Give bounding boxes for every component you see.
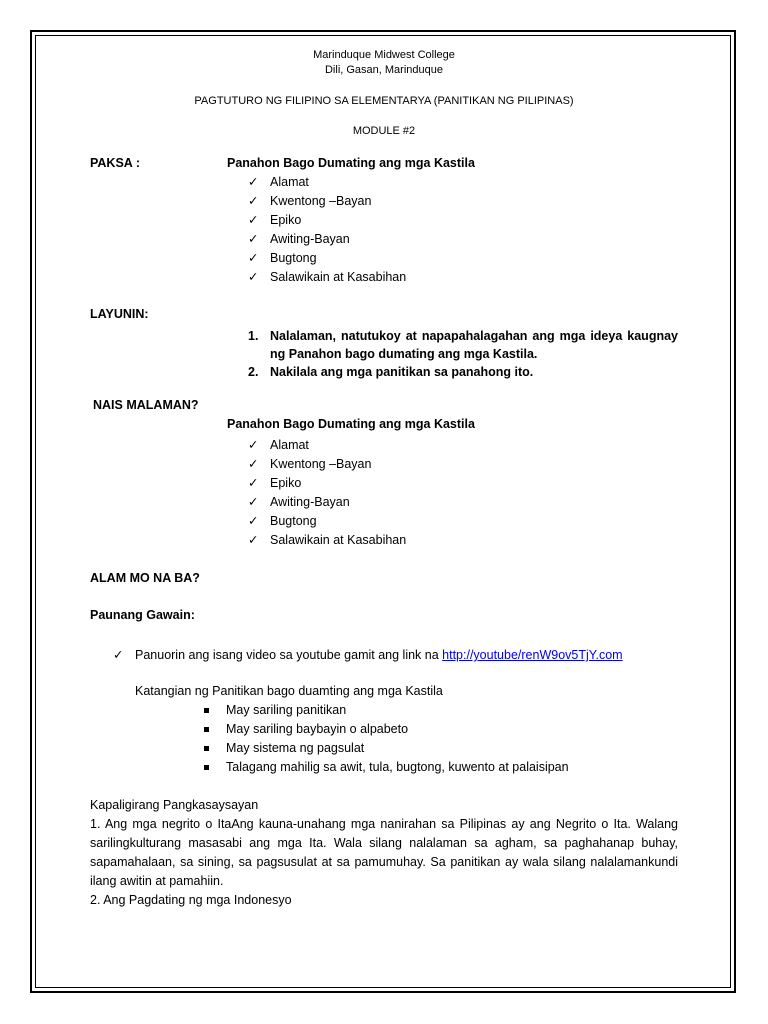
list-item: ✓ Kwentong –Bayan xyxy=(248,455,678,474)
kapaligiran-paragraph-1: 1. Ang mga negrito o ItaAng kauna-unahang mga nanirahan sa Pilipinas ay ang Negrito o Ita. Walang sarilingkulturang masasabi ang mga Ita. Wala silang nalalaman sa agham, sa paghahanap buhay, sapamahalaan, sa sining, sa pagsusulat at sa pamumuhay. Sa panitikan ay wala silang nalalamankundi ilang awitin at pamahiin. xyxy=(90,817,678,888)
katangian-list xyxy=(204,701,678,777)
check-icon: ✓ xyxy=(248,457,259,471)
check-icon: ✓ xyxy=(248,251,259,265)
list-item: ✓ Bugtong xyxy=(248,512,678,531)
list-item: ✓ Awiting-Bayan xyxy=(248,493,678,512)
kapaligiran-paragraph-2: 2. Ang Pagdating ng mga Indonesyo xyxy=(90,893,292,907)
list-item: ✓ Bugtong xyxy=(248,249,678,268)
alam-label: ALAM MO NA BA? xyxy=(90,571,200,585)
check-icon: ✓ xyxy=(248,514,259,528)
paksa-row xyxy=(90,153,678,173)
list-item: ✓ Salawikain at Kasabihan xyxy=(248,531,678,550)
list-item: ✓ Kwentong –Bayan xyxy=(248,192,678,211)
college-name: Marinduque Midwest College xyxy=(313,49,455,61)
list-item: ✓ Awiting-Bayan xyxy=(248,230,678,249)
katangian-title: Katangian ng Panitikan bago duamting ang mga Kastila xyxy=(135,684,443,698)
kapaligiran-title: Kapaligirang Pangkasaysayan xyxy=(90,798,259,812)
list-item: ✓ Epiko xyxy=(248,211,678,230)
paksa-title: Panahon Bago Dumating ang mga Kastila xyxy=(227,156,475,170)
nais-label: NAIS MALAMAN? xyxy=(93,398,199,412)
list-item: ✓ Alamat xyxy=(248,173,678,192)
layunin-label: LAYUNIN: xyxy=(90,307,149,321)
list-item: Talagang mahilig sa awit, tula, bugtong, kuwento at palaisipan xyxy=(204,758,678,777)
check-icon: ✓ xyxy=(113,648,124,662)
check-icon: ✓ xyxy=(248,476,259,490)
list-item: ✓ Epiko xyxy=(248,474,678,493)
list-item: 2. Nakilala ang mga panitikan sa panahong ito. xyxy=(248,365,534,379)
check-icon: ✓ xyxy=(248,533,259,547)
instruction-text: Panuorin ang isang video sa youtube gamit ang link na http://youtube/renW9ov5TjY.com xyxy=(135,648,623,662)
list-item: ✓ Salawikain at Kasabihan xyxy=(248,268,678,287)
nais-list xyxy=(248,436,678,550)
check-icon: ✓ xyxy=(248,232,259,246)
module-number: MODULE #2 xyxy=(352,125,416,137)
layunin-list xyxy=(248,327,678,381)
check-icon: ✓ xyxy=(248,438,259,452)
check-icon: ✓ xyxy=(248,213,259,227)
check-icon: ✓ xyxy=(248,194,259,208)
check-icon: ✓ xyxy=(248,495,259,509)
check-icon: ✓ xyxy=(248,175,259,189)
check-icon: ✓ xyxy=(248,270,259,284)
list-item: 1. Nalalaman, natutukoy at napapahalagahan ang mga ideya kaugnay ng Panahon bago dumating ang mga Kastila. xyxy=(248,329,678,361)
list-item: ✓ Alamat xyxy=(248,436,678,455)
list-item: May sistema ng pagsulat xyxy=(204,739,678,758)
list-item: May sariling panitikan xyxy=(204,701,678,720)
square-bullet-icon xyxy=(204,765,209,770)
college-address: Dili, Gasan, Marinduque xyxy=(324,64,443,76)
nais-title: Panahon Bago Dumating ang mga Kastila xyxy=(227,417,475,431)
paunang-label: Paunang Gawain: xyxy=(90,608,195,622)
paksa-list xyxy=(248,173,678,287)
youtube-link[interactable]: http://youtube/renW9ov5TjY.com xyxy=(442,648,623,662)
paksa-label: PAKSA : xyxy=(90,156,140,170)
list-item: May sariling baybayin o alpabeto xyxy=(204,720,678,739)
square-bullet-icon xyxy=(204,746,209,751)
square-bullet-icon xyxy=(204,727,209,732)
document-page xyxy=(90,44,678,910)
square-bullet-icon xyxy=(204,708,209,713)
instruction-row xyxy=(90,646,678,665)
course-title: PAGTUTURO NG FILIPINO SA ELEMENTARYA (PANITIKAN NG PILIPINAS) xyxy=(194,95,574,107)
